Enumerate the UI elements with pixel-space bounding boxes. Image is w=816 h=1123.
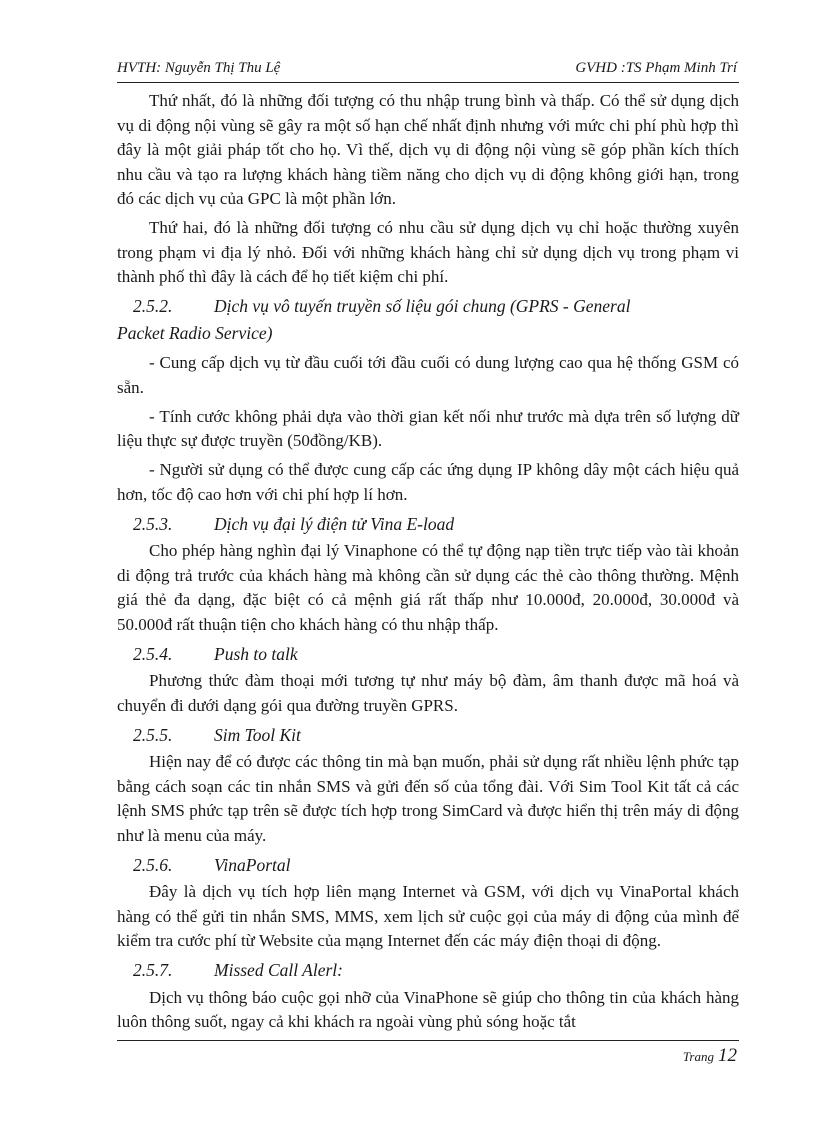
document-body xyxy=(117,89,739,1039)
section-number: 2.5.2. xyxy=(133,296,173,316)
section-heading-2-5-3 xyxy=(117,512,739,537)
page-label: Trang xyxy=(682,1049,714,1064)
section-number: 2.5.7. xyxy=(133,960,173,980)
supervisor-name: GVHD :TS Phạm Minh Trí xyxy=(575,60,737,76)
page-header xyxy=(117,58,739,83)
section-title: Dịch vụ vô tuyến truyền số liệu gói chung (GPRS - General xyxy=(214,296,631,316)
paragraph: Thứ nhất, đó là những đối tượng có thu nhập trung bình và thấp. Có thể sử dụng dịch vụ di động nội vùng sẽ gây ra một số hạn chế nhất định nhưng với mức chi phí phù hợp thì đây là một giải pháp tốt cho họ. Vì thế, dịch vụ di động nội vùng sẽ góp phần kích thích nhu cầu và tạo ra lượng khách hàng tiềm năng cho dịch vụ di động không giới hạn, trong đó các dịch vụ của GPC là một phần lớn. xyxy=(117,91,739,208)
section-heading-2-5-2 xyxy=(117,294,739,319)
page-number xyxy=(683,1045,737,1067)
section-heading-2-5-6 xyxy=(117,853,739,878)
section-number: 2.5.6. xyxy=(133,854,173,875)
section-title: Push to talk xyxy=(214,643,298,664)
section-number: 2.5.4. xyxy=(133,643,173,664)
bullet-paragraph: - Cung cấp dịch vụ từ đầu cuối tới đầu cuối có dung lượng cao qua hệ thống GSM có sẵn. xyxy=(117,353,739,397)
section-title: Missed Call Alerl: xyxy=(214,960,343,980)
bullet-paragraph: - Người sử dụng có thể được cung cấp các ứng dụng IP không dây một cách hiệu quả hơn, tốc độ cao hơn với chi phí hợp lí hơn. xyxy=(117,460,739,504)
paragraph: Đây là dịch vụ tích hợp liên mạng Internet và GSM, với dịch vụ VinaPortal khách hàng có thể gửi tin nhắn SMS, MMS, xem lịch sử cuộc gọi của máy di động của mình để kiểm tra cước phí từ Website của mạng Internet đến các máy điện thoại di động. xyxy=(117,882,739,950)
section-title-continuation: Packet Radio Service) xyxy=(117,322,273,343)
section-number: 2.5.3. xyxy=(133,513,173,534)
section-heading-2-5-7 xyxy=(117,958,739,983)
section-title: Sim Tool Kit xyxy=(214,724,301,745)
section-heading-2-5-5 xyxy=(117,723,739,748)
section-title: VinaPortal xyxy=(214,854,291,875)
paragraph: Phương thức đàm thoại mới tương tự như máy bộ đàm, âm thanh được mã hoá và chuyển đi dưới dạng gói qua đường truyền GPRS. xyxy=(117,671,739,715)
page-number-value: 12 xyxy=(718,1045,737,1066)
paragraph: Dịch vụ thông báo cuộc gọi nhỡ của VinaPhone sẽ giúp cho thông tin của khách hàng luôn thông suốt, ngay cả khi khách ra ngoài vùng phủ sóng hoặc tắt xyxy=(117,987,739,1031)
student-name: HVTH: Nguyễn Thị Thu Lệ xyxy=(117,60,281,76)
section-title: Dịch vụ đại lý điện tử Vina E-load xyxy=(214,513,455,534)
page-footer xyxy=(117,1040,739,1066)
section-heading-2-5-4 xyxy=(117,642,739,667)
bullet-paragraph: - Tính cước không phải dựa vào thời gian kết nối như trước mà dựa trên số lượng dữ liệu thực sự được truyền (50đồng/KB). xyxy=(117,406,739,450)
section-number: 2.5.5. xyxy=(133,724,173,745)
paragraph: Thứ hai, đó là những đối tượng có nhu cầu sử dụng dịch vụ chỉ hoặc thường xuyên trong phạm vi địa lý nhỏ. Đối với những khách hàng chỉ sử dụng dịch vụ trong phạm vi thành phố thì đây là cách để họ tiết kiệm chi phí. xyxy=(117,218,739,286)
paragraph: Hiện nay để có được các thông tin mà bạn muốn, phải sử dụng rất nhiều lệnh phức tạp bằng cách soạn các tin nhắn SMS và gửi đến số của tổng đài. Với Sim Tool Kit tất cả các lệnh SMS phức tạp trên sẽ được tích hợp trong SimCard và được hiển thị trên máy di động như là menu của máy. xyxy=(117,752,739,845)
paragraph: Cho phép hàng nghìn đại lý Vinaphone có thể tự động nạp tiền trực tiếp vào tài khoản di động trả trước của khách hàng mà không cần sử dụng các thẻ cào thông thường. Mệnh giá thẻ đa dạng, đặc biệt có cả mệnh giá rất thấp như 10.000đ, 20.000đ, 30.000đ và 50.000đ rất thuận tiện cho khách hàng có thu nhập thấp. xyxy=(117,541,739,634)
